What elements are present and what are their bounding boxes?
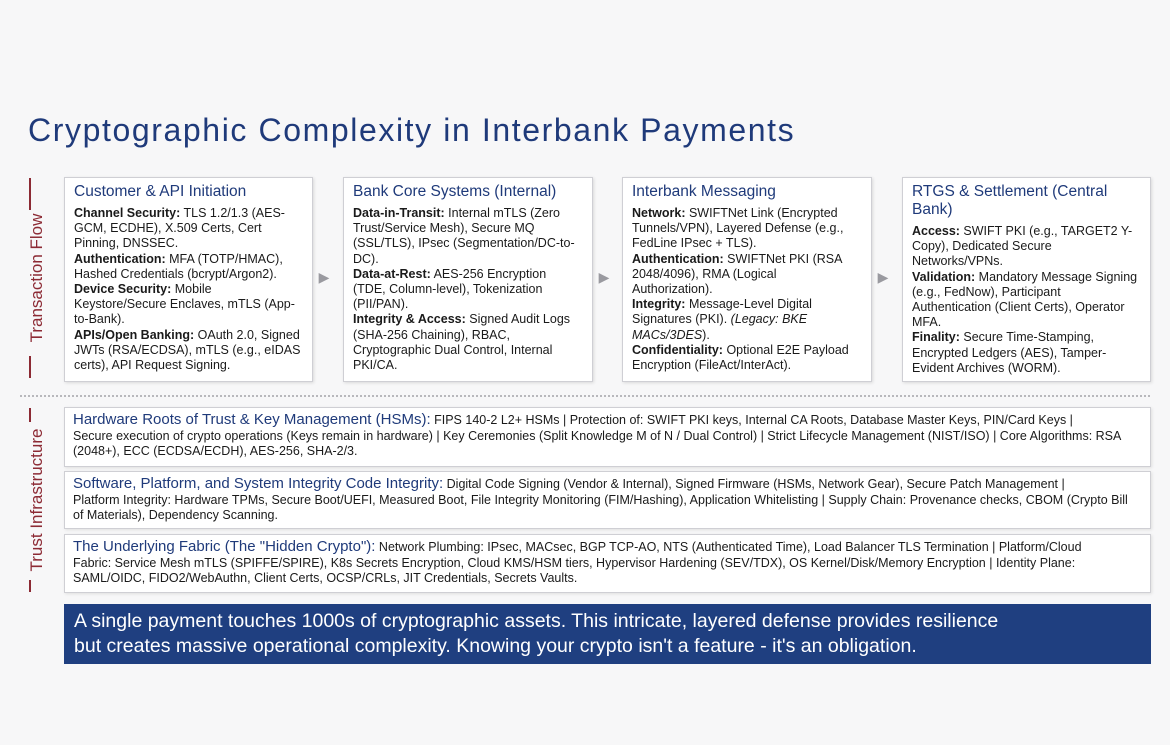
infra-card-text: Platform Integrity: Hardware TPMs, Secure Boot/UEFI, Measured Boot, File Integrity Monitoring (FIM/Hashing), Application Whitelisting | Supply Chain: Provenance checks, CBOM (Crypto Bill [73, 492, 1128, 507]
flow-card-label: Authentication: [632, 251, 724, 266]
flow-card-line [74, 267, 304, 282]
flow-card-line [74, 206, 304, 221]
flow-card-line [912, 239, 1142, 254]
flow-card-text: to-Bank). [74, 312, 125, 327]
flow-card-text: Optional E2E Payload [722, 342, 849, 357]
flow-card-line [632, 297, 863, 312]
infra-card-text: Digital Code Signing (Vendor & Internal), Signed Firmware (HSMs, Network Gear), Secure Patch Management | [443, 477, 1065, 491]
flow-card-line [353, 312, 584, 327]
flow-card-label: Channel Security: [74, 206, 181, 220]
flow-card-line [632, 221, 863, 236]
flow-card-line [74, 252, 304, 267]
flow-card-text: (PII/PAN). [353, 297, 409, 312]
flow-card-line [74, 297, 304, 312]
flow-card-label: Validation: [912, 269, 976, 284]
flow-card-line [74, 358, 304, 373]
flow-card-text: (Legacy: BKE [730, 312, 808, 327]
flow-card-title: RTGS & Settlement (Central Bank) [912, 183, 1108, 218]
infra-card-text: Network Plumbing: IPsec, MACsec, BGP TCP-AO, NTS (Authenticated Time), Load Balancer TLS Termination | Platform/Cloud [375, 540, 1082, 554]
flow-card-line [912, 330, 1142, 345]
flow-card-text: OAuth 2.0, Signed [194, 327, 300, 342]
side-label-trust-infrastructure: Trust Infrastructure [27, 428, 46, 572]
flow-card-text: Secure Time-Stamping, [959, 330, 1095, 345]
infra-card-hsm [64, 407, 1151, 467]
flow-card-label: APIs/Open Banking: [74, 327, 195, 342]
flow-card-text: MACs/3DES [632, 327, 703, 342]
flow-card-line [912, 224, 1142, 239]
side-line-flow-bottom [29, 356, 31, 378]
infra-card-title: The Underlying Fabric (The "Hidden Crypto"): [73, 538, 376, 555]
flow-card-bank-core [343, 177, 593, 382]
flow-card-text: Encryption (FileAct/InterAct). [632, 358, 792, 373]
flow-card-line [632, 328, 863, 343]
flow-card-text: (SSL/TLS), IPsec (Segmentation/DC-to- [353, 236, 575, 251]
flow-card-text: Trust/Service Mesh), Secure MQ [353, 221, 535, 236]
flow-card-interbank-messaging [622, 177, 872, 382]
infra-card-text: SAML/OIDC, FIDO2/WebAuthn, Client Certs, OCSP/CRLs, JIT Credentials, Secrets Vaults. [73, 571, 578, 585]
flow-card-label: Data-at-Rest: [353, 266, 431, 281]
flow-card-text: Networks/VPNs. [912, 254, 1003, 269]
flow-card-line [632, 343, 863, 358]
flow-card-label: Device Security: [74, 282, 172, 297]
flow-card-title: Customer & API Initiation [74, 183, 247, 200]
flow-card-line [353, 221, 584, 236]
flow-card-text: Copy), Dedicated Secure [912, 239, 1052, 254]
flow-card-text: SWIFT PKI (e.g., TARGET2 Y- [959, 224, 1133, 238]
flow-card-text: JWTs (RSA/ECDSA), mTLS (e.g., eIDAS [74, 342, 301, 357]
flow-card-text: (e.g., FedNow), Participant [912, 284, 1061, 299]
flow-card-line [353, 252, 584, 267]
flow-card-label: Data-in-Transit: [353, 206, 445, 220]
flow-card-line [912, 270, 1142, 285]
flow-card-line [632, 236, 863, 251]
flow-card-text: Signed Audit Logs [465, 312, 571, 327]
flow-card-title: Interbank Messaging [632, 183, 776, 200]
infra-card-text: of Materials), Dependency Scanning. [73, 508, 278, 522]
summary-banner [64, 604, 1151, 664]
flow-card-text: Keystore/Secure Enclaves, mTLS (App- [74, 297, 295, 312]
flow-card-customer-api [64, 177, 313, 382]
flow-card-body [353, 206, 584, 373]
flow-card-line [632, 252, 863, 267]
flow-card-line [912, 300, 1142, 315]
flow-card-text: Tunnels/VPN), Layered Defense (e.g., [632, 221, 844, 236]
infra-card-text: FIPS 140-2 L2+ HSMs | Protection of: SWIFT PKI keys, Internal CA Roots, Database Master Keys, PIN/Card Keys | [430, 413, 1073, 427]
flow-card-line [632, 206, 863, 221]
flow-card-text: SWIFTNet Link (Encrypted [685, 206, 838, 220]
flow-card-text: MFA (TOTP/HMAC), [165, 251, 283, 266]
flow-card-line [74, 312, 304, 327]
flow-card-label: Confidentiality: [632, 342, 723, 357]
flow-card-text: DC). [353, 251, 379, 266]
flow-card-title: Bank Core Systems (Internal) [353, 183, 557, 200]
flow-card-line [632, 282, 863, 297]
section-divider [20, 395, 1150, 397]
flow-card-line [912, 315, 1142, 330]
flow-card-text: Message-Level Digital [685, 297, 812, 312]
flow-card-text: Mobile [171, 282, 212, 297]
flow-card-line [912, 285, 1142, 300]
flow-card-text: Cryptographic Dual Control, Internal [353, 342, 553, 357]
flow-card-line [353, 328, 584, 343]
flow-card-line [74, 343, 304, 358]
flow-card-line [353, 343, 584, 358]
infra-card-text: Fabric: Service Mesh mTLS (SPIFFE/SPIRE), K8s Secrets Encryption, Cloud KMS/HSM tiers, Hypervisor Hardening (SEV/TDX), OS Kernel/Disk/Memory Encryption | Identity Plane: [73, 555, 1076, 570]
flow-card-text: Authorization). [632, 282, 713, 297]
flow-card-text: Pinning, DNSSEC. [74, 236, 179, 251]
flow-card-text: MFA. [912, 315, 942, 330]
flow-card-body [74, 206, 304, 373]
flow-card-label: Integrity: [632, 297, 686, 312]
flow-card-line [353, 206, 584, 221]
flow-card-text: PKI/CA. [353, 358, 398, 373]
flow-card-text: (TDE, Column-level), Tokenization [353, 282, 543, 297]
page-title: Cryptographic Complexity in Interbank Payments [28, 112, 796, 148]
flow-card-line [353, 297, 584, 312]
infra-card-underlying-fabric [64, 534, 1151, 593]
flow-arrow-icon: ▶ [877, 269, 889, 285]
flow-card-text: 2048/4096), RMA (Logical [632, 266, 777, 281]
flow-card-line [74, 328, 304, 343]
flow-card-body [912, 224, 1142, 376]
flow-card-text: Encrypted Ledgers (AES), Tamper- [912, 345, 1107, 360]
banner-line: A single payment touches 1000s of cryptographic assets. This intricate, layered defense provides resilience [74, 610, 999, 632]
flow-card-text: ). [702, 327, 710, 342]
flow-card-label: Finality: [912, 330, 960, 345]
flow-card-body [632, 206, 863, 373]
flow-card-text: TLS 1.2/1.3 (AES- [180, 206, 285, 220]
flow-card-text: Mandatory Message Signing [975, 269, 1138, 284]
flow-card-text: certs), API Request Signing. [74, 358, 231, 373]
flow-card-text: Authentication (Client Certs), Operator [912, 300, 1125, 315]
flow-card-label: Access: [912, 224, 960, 238]
flow-card-text: Signatures (PKI). [632, 312, 731, 327]
flow-card-line [353, 267, 584, 282]
flow-card-text: FedLine IPsec + TLS). [632, 236, 757, 251]
flow-card-line [632, 312, 863, 327]
flow-card-text: GCM, ECDHE), X.509 Certs, Cert [74, 221, 262, 236]
flow-card-line [353, 236, 584, 251]
flow-card-text: Hashed Credentials (bcrypt/Argon2). [74, 266, 277, 281]
flow-card-line [912, 361, 1142, 376]
flow-card-line [632, 267, 863, 282]
flow-card-rtgs-settlement [902, 177, 1151, 382]
flow-card-label: Authentication: [74, 251, 166, 266]
flow-card-text: AES-256 Encryption [430, 266, 547, 281]
infra-card-title: Software, Platform, and System Integrity Code Integrity: [73, 475, 444, 492]
side-label-transaction-flow: Transaction Flow [27, 213, 46, 343]
flow-card-text: (SHA-256 Chaining), RBAC, [353, 327, 511, 342]
side-line-trust-bottom [29, 580, 31, 592]
flow-card-line [74, 221, 304, 236]
flow-card-label: Integrity & Access: [353, 312, 466, 327]
flow-card-line [912, 254, 1142, 269]
flow-card-label: Network: [632, 206, 686, 220]
flow-card-line [353, 282, 584, 297]
flow-card-line [74, 282, 304, 297]
flow-card-line [912, 346, 1142, 361]
flow-arrow-icon: ▶ [318, 269, 330, 285]
flow-card-text: SWIFTNet PKI (RSA [723, 251, 843, 266]
flow-card-line [632, 358, 863, 373]
infra-card-software-integrity [64, 471, 1151, 529]
flow-card-line [74, 236, 304, 251]
flow-card-text: Internal mTLS (Zero [444, 206, 561, 220]
flow-arrow-icon: ▶ [598, 269, 610, 285]
infra-card-title: Hardware Roots of Trust & Key Management (HSMs): [73, 411, 431, 428]
banner-line: but creates massive operational complexity. Knowing your crypto isn't a feature - it's an obligation. [74, 635, 917, 657]
infra-card-text: (2048+), ECC (ECDSA/ECDH), AES-256, SHA-2/3. [73, 444, 358, 458]
infra-card-text: Secure execution of crypto operations (Keys remain in hardware) | Key Ceremonies (Split Knowledge M of N / Dual Control) | Strict Lifecycle Management (NIST/ISO) | Core Algorithms: RSA [73, 428, 1122, 443]
flow-card-line [353, 358, 584, 373]
flow-card-text: Evident Archives (WORM). [912, 360, 1061, 375]
